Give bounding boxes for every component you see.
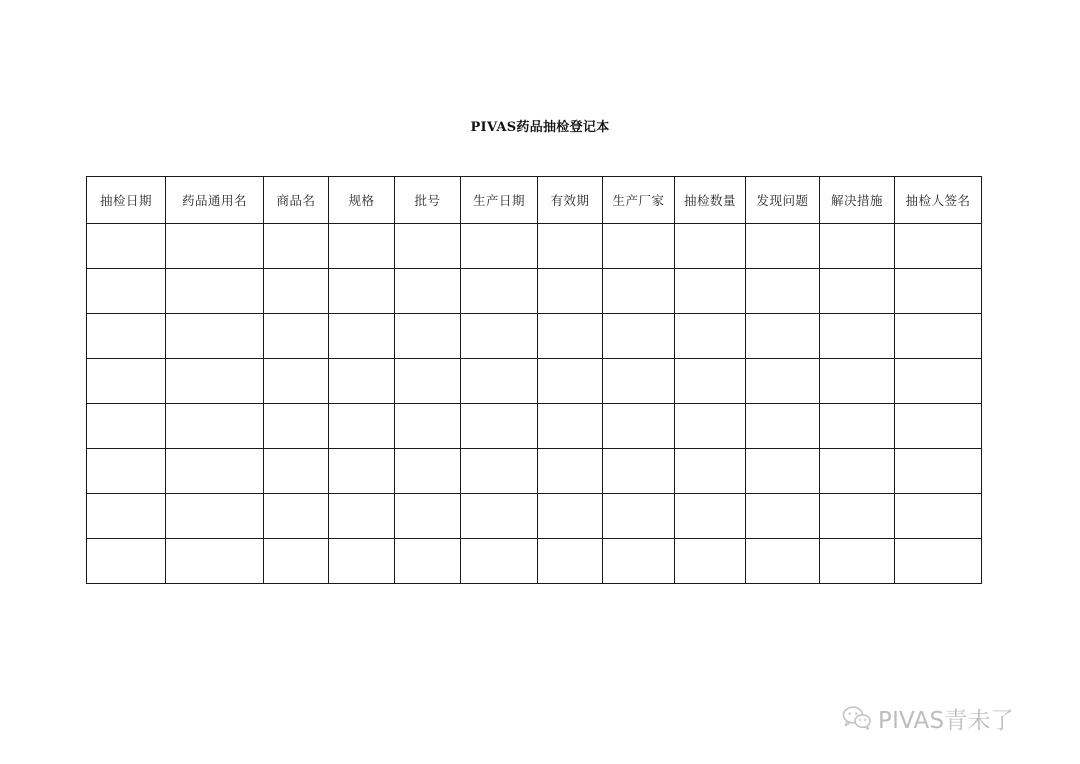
table-cell: [166, 449, 264, 494]
column-header-solution-measures: 解决措施: [820, 177, 895, 224]
wechat-icon: [842, 705, 872, 731]
table-cell: [675, 359, 746, 404]
table-cell: [538, 539, 603, 584]
table-cell: [820, 224, 895, 269]
table-cell: [395, 314, 461, 359]
table-cell: [395, 269, 461, 314]
table-cell: [746, 449, 820, 494]
table-header-row: [87, 177, 982, 224]
column-header-batch-number: 批号: [395, 177, 461, 224]
table-cell: [329, 269, 395, 314]
table-row: [87, 449, 982, 494]
table-cell: [166, 404, 264, 449]
column-header-manufacturer: 生产厂家: [603, 177, 675, 224]
table-cell: [87, 404, 166, 449]
table-cell: [746, 359, 820, 404]
table-cell: [166, 359, 264, 404]
table-cell: [87, 269, 166, 314]
document-title: PIVAS药品抽检登记本: [470, 120, 610, 135]
table-cell: [395, 404, 461, 449]
table-cell: [746, 539, 820, 584]
column-header-inspection-quantity: 抽检数量: [675, 177, 746, 224]
table-cell: [895, 359, 982, 404]
table-cell: [264, 269, 329, 314]
watermark: [842, 700, 1014, 736]
table-cell: [675, 314, 746, 359]
table-cell: [329, 359, 395, 404]
table-cell: [538, 494, 603, 539]
column-header-brand-name: 商品名: [264, 177, 329, 224]
table-cell: [603, 539, 675, 584]
table-cell: [264, 314, 329, 359]
table-cell: [603, 269, 675, 314]
table-cell: [820, 449, 895, 494]
table-cell: [264, 404, 329, 449]
table-cell: [538, 269, 603, 314]
table-row: [87, 539, 982, 584]
table-cell: [329, 449, 395, 494]
column-header-generic-name: 药品通用名: [166, 177, 264, 224]
table-cell: [820, 404, 895, 449]
column-header-production-date: 生产日期: [461, 177, 538, 224]
table-cell: [538, 404, 603, 449]
table-cell: [675, 404, 746, 449]
table-cell: [87, 359, 166, 404]
table-cell: [395, 359, 461, 404]
table-cell: [166, 539, 264, 584]
table-cell: [746, 494, 820, 539]
table-cell: [820, 539, 895, 584]
watermark-text: PIVAS青未了: [878, 707, 1014, 734]
table-cell: [538, 359, 603, 404]
table-cell: [603, 359, 675, 404]
table-cell: [538, 224, 603, 269]
table-cell: [461, 494, 538, 539]
table-cell: [87, 449, 166, 494]
table-cell: [538, 449, 603, 494]
table-cell: [264, 449, 329, 494]
table-cell: [603, 314, 675, 359]
table-cell: [603, 449, 675, 494]
table-cell: [675, 224, 746, 269]
table-cell: [264, 539, 329, 584]
table-cell: [538, 314, 603, 359]
table-cell: [461, 314, 538, 359]
table-cell: [895, 539, 982, 584]
table-cell: [395, 224, 461, 269]
column-header-inspection-date: 抽检日期: [87, 177, 166, 224]
table-cell: [675, 494, 746, 539]
table-cell: [895, 494, 982, 539]
table-cell: [895, 314, 982, 359]
table-cell: [603, 494, 675, 539]
table-cell: [329, 404, 395, 449]
table-cell: [461, 539, 538, 584]
table-row: [87, 224, 982, 269]
table-cell: [329, 314, 395, 359]
table-cell: [461, 359, 538, 404]
table-cell: [820, 269, 895, 314]
table-cell: [603, 404, 675, 449]
table-row: [87, 404, 982, 449]
table-row: [87, 359, 982, 404]
table-cell: [603, 224, 675, 269]
table-cell: [461, 224, 538, 269]
table-cell: [87, 539, 166, 584]
table-cell: [87, 494, 166, 539]
table-cell: [820, 359, 895, 404]
table-cell: [895, 449, 982, 494]
column-header-problems-found: 发现问题: [746, 177, 820, 224]
table-cell: [166, 224, 264, 269]
table-cell: [820, 314, 895, 359]
table-cell: [264, 359, 329, 404]
table-cell: [166, 269, 264, 314]
table-cell: [264, 494, 329, 539]
table-cell: [675, 449, 746, 494]
table-cell: [895, 404, 982, 449]
table-cell: [675, 539, 746, 584]
table-cell: [675, 269, 746, 314]
table-body: [87, 224, 982, 584]
column-header-expiry-date: 有效期: [538, 177, 603, 224]
column-header-inspector-signature: 抽检人签名: [895, 177, 982, 224]
table-cell: [395, 539, 461, 584]
table-row: [87, 269, 982, 314]
table-cell: [87, 314, 166, 359]
table-cell: [264, 224, 329, 269]
table-cell: [329, 494, 395, 539]
table-cell: [395, 494, 461, 539]
table-cell: [87, 224, 166, 269]
table-cell: [166, 314, 264, 359]
table-cell: [895, 224, 982, 269]
table-cell: [746, 269, 820, 314]
column-header-specification: 规格: [329, 177, 395, 224]
table-cell: [820, 494, 895, 539]
table-cell: [461, 404, 538, 449]
table-cell: [746, 224, 820, 269]
table-cell: [895, 269, 982, 314]
table-cell: [329, 224, 395, 269]
table-cell: [329, 539, 395, 584]
table-cell: [461, 449, 538, 494]
table-cell: [746, 314, 820, 359]
inspection-register-table: [86, 176, 982, 584]
table-cell: [395, 449, 461, 494]
table-cell: [746, 404, 820, 449]
table-cell: [166, 494, 264, 539]
table-cell: [461, 269, 538, 314]
table-row: [87, 494, 982, 539]
table-row: [87, 314, 982, 359]
